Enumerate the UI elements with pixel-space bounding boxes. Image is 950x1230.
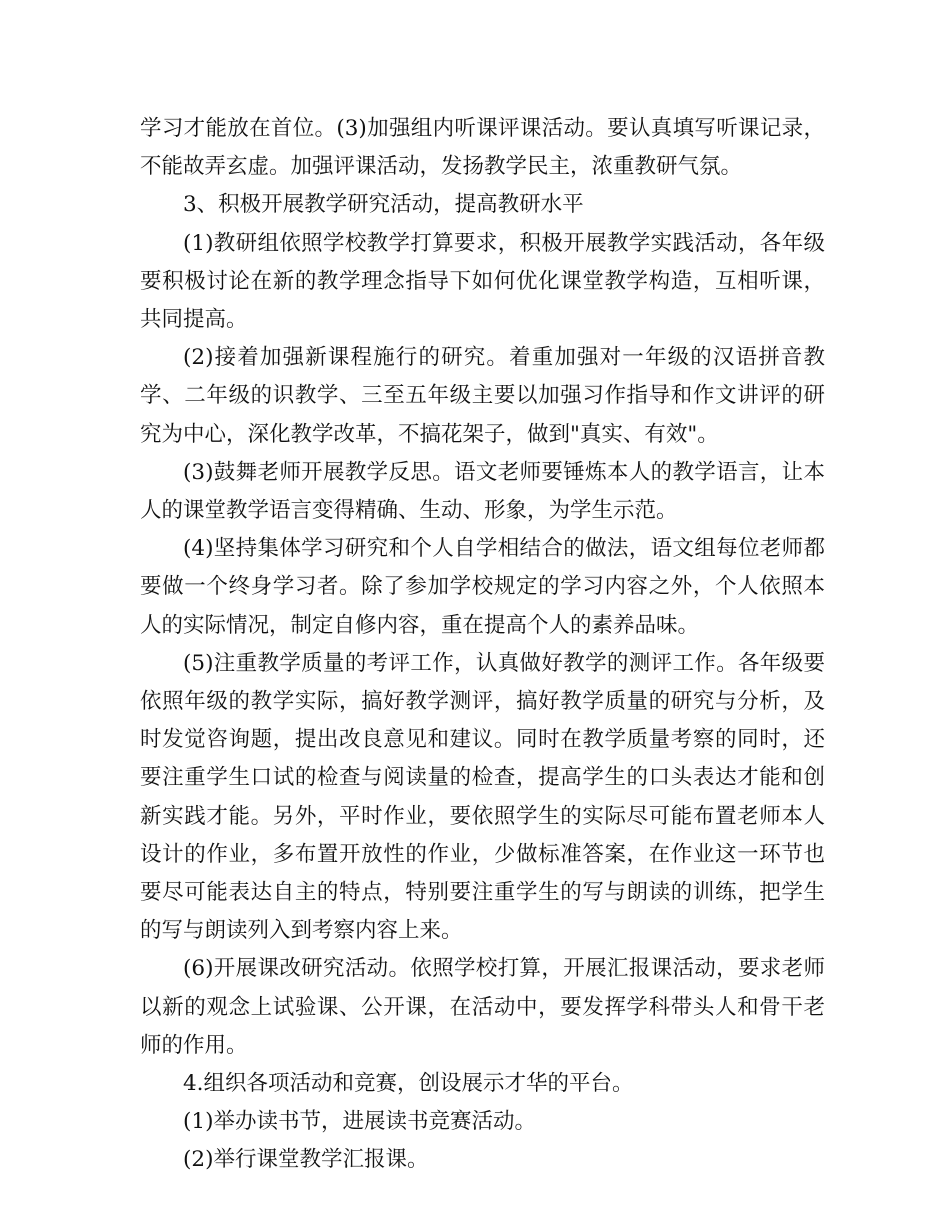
paragraph-item-3: (3)鼓舞老师开展教学反思。语文老师要锤炼本人的教学语言，让本人的课堂教学语言变得精确、生动、形象，为学生示范。: [140, 459, 825, 524]
paragraph-item-4-2: (2)举行课堂教学汇报课。: [183, 1147, 429, 1173]
paragraph-item-6: (6)开展课改研究活动。依照学校打算，开展汇报课活动，要求老师以新的观念上试验课、公开课，在活动中，要发挥学科带头人和骨干老师的作用。: [140, 956, 825, 1058]
paragraph-item-1: (1)教研组依照学校教学打算要求，积极开展教学实践活动，各年级要积极讨论在新的教学理念指导下如何优化课堂教学构造，互相听课，共同提高。: [140, 230, 825, 333]
section-heading-4: 4.组织各项活动和竞赛，创设展示才华的平台。: [183, 1071, 634, 1097]
paragraph-item-2: (2)接着加强新课程施行的研究。着重加强对一年级的汉语拼音教学、二年级的识教学、三至五年级主要以加强习作指导和作文讲评的研究为中心，深化教学改革，不搞花架子，做到"真实、有效"。: [140, 345, 825, 447]
paragraph-item-5: (5)注重教学质量的考评工作，认真做好教学的测评工作。各年级要依照年级的教学实际，搞好教学测评，搞好教学质量的研究与分析，及时发觉咨询题，提出改良意见和建议。同时在教学质量考察的同时，还要注重学生口试的检查与阅读量的检查，提高学生的口头表达才能和创新实践才能。另外，平时作业，要依照学生的实际尽可能布置老师本人设计的作业，多布置开放性的作业，少做标准答案，在作业这一环节也要尽可能表达自主的特点，特别要注重学生的写与朗读的训练，把学生的写与朗读列入到考察内容上来。: [140, 650, 825, 944]
paragraph-continuation: 学习才能放在首位。(3)加强组内听课评课活动。要认真填写听课记录，不能故弄玄虚。加强评课活动，发扬教学民主，浓重教研气氛。: [140, 116, 825, 180]
paragraph-item-4-1: (1)举办读书节，进展读书竞赛活动。: [183, 1109, 536, 1135]
section-heading-3: 3、积极开展教学研究活动，提高教研水平: [183, 192, 584, 218]
document-body: [140, 110, 825, 1180]
paragraph-item-4: (4)坚持集体学习研究和个人自学相结合的做法，语文组每位老师都要做一个终身学习者。除了参加学校规定的学习内容之外，个人依照本人的实际情况，制定自修内容，重在提高个人的素养品味。: [140, 536, 825, 638]
